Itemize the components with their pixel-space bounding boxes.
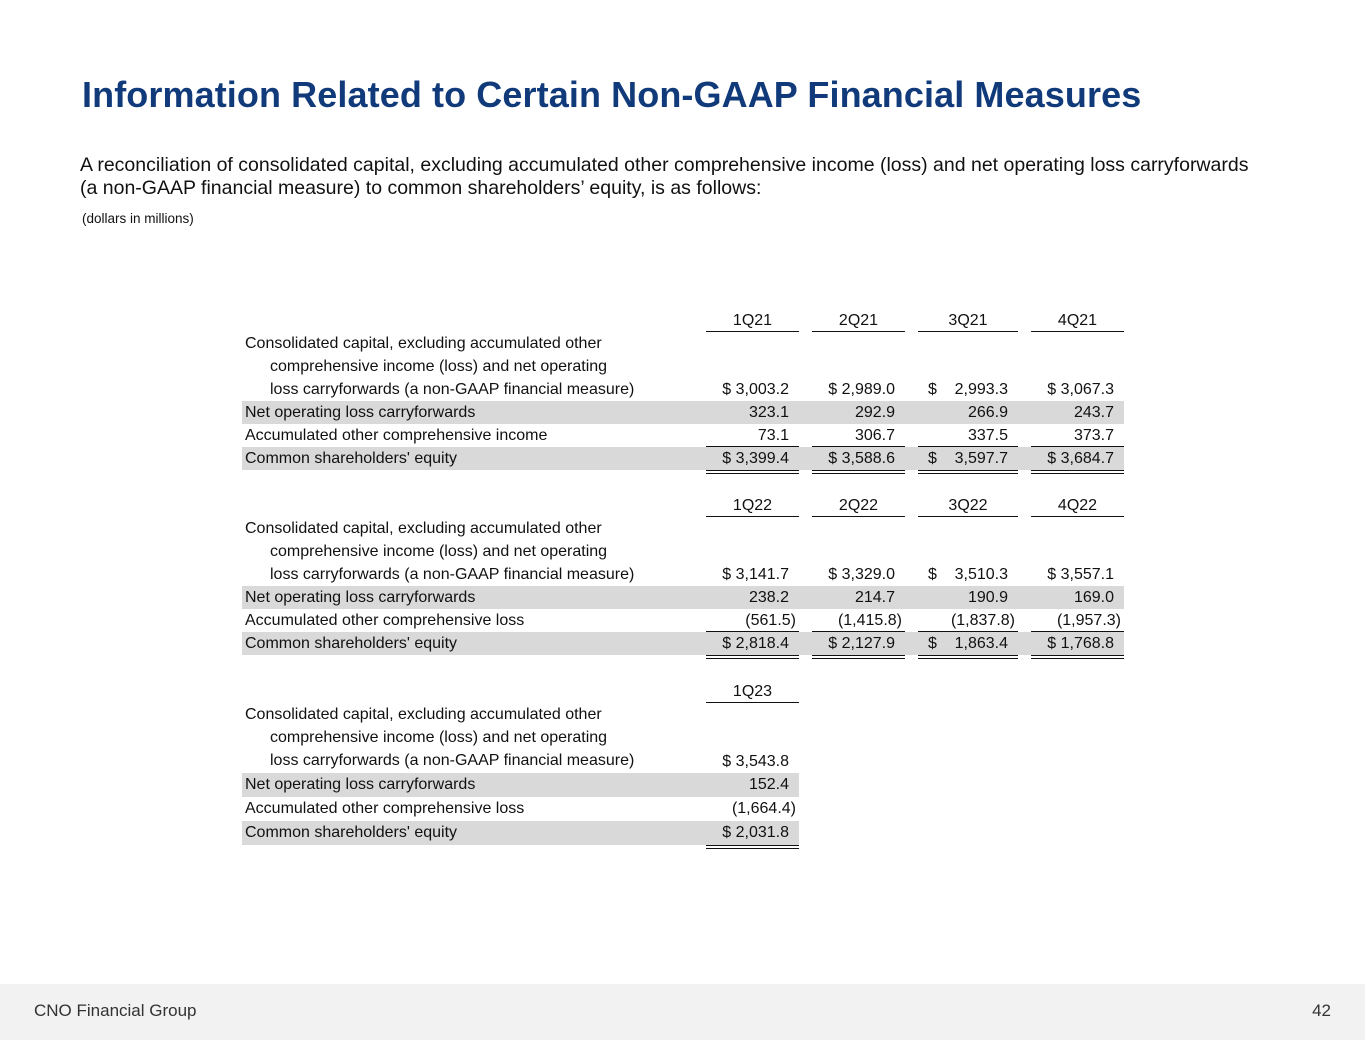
table-row (242, 401, 1124, 424)
row-label: loss carryforwards (a non-GAAP financial measure) (270, 381, 635, 398)
value-cell: (561.5) (706, 609, 799, 632)
table-row (242, 355, 1124, 378)
row-label: Common shareholders' equity (245, 635, 458, 652)
table-row (242, 540, 1124, 563)
value-cell: $ 3,329.0 (828, 566, 895, 583)
table-row (242, 447, 1124, 470)
value-cell: 306.7 (812, 424, 905, 447)
value-cell: (1,837.8) (918, 609, 1018, 632)
table-row (242, 726, 799, 749)
value-cell: 243.7 (1073, 404, 1114, 421)
table-row (242, 517, 1124, 540)
table-row (242, 703, 799, 726)
value-cell: $ 2,127.9 (812, 632, 905, 659)
value-cell: $ 2,818.4 (706, 632, 799, 659)
table-2023 (242, 680, 1142, 848)
row-label: Accumulated other comprehensive loss (245, 800, 525, 817)
value-cell: $ 3,067.3 (1047, 381, 1114, 398)
value-cell: $ 2,989.0 (828, 381, 895, 398)
column-header: 1Q21 (706, 309, 799, 332)
column-header: 2Q22 (812, 494, 905, 517)
row-label: Net operating loss carryforwards (245, 589, 476, 606)
row-label: Common shareholders' equity (245, 824, 458, 841)
value-cell: (1,664.4) (731, 800, 796, 817)
row-label: Consolidated capital, excluding accumulated other (245, 706, 602, 723)
row-label: Consolidated capital, excluding accumulated other (245, 520, 602, 537)
value-cell: 190.9 (967, 589, 1008, 606)
row-label: Accumulated other comprehensive loss (245, 612, 525, 629)
dollar-sign: $ (928, 635, 937, 652)
table-row (242, 749, 799, 773)
page-number: 42 (1312, 1001, 1331, 1020)
table-row (242, 332, 1124, 355)
value-cell: $ 1,863.4 (918, 632, 1018, 659)
row-label: comprehensive income (loss) and net operating (270, 543, 608, 560)
units-note: (dollars in millions) (82, 211, 194, 226)
table-row (242, 424, 1124, 447)
row-label: loss carryforwards (a non-GAAP financial measure) (270, 566, 635, 583)
value-cell: (1,957.3) (1031, 609, 1124, 632)
row-label: comprehensive income (loss) and net operating (270, 358, 608, 375)
value-cell: $ 3,588.6 (812, 447, 905, 474)
table-row (242, 797, 799, 821)
column-header: 3Q22 (918, 494, 1018, 517)
value-cell: 238.2 (748, 589, 789, 606)
table-row (242, 632, 1124, 655)
footer-bar (0, 984, 1365, 1040)
value-cell: (1,415.8) (812, 609, 905, 632)
intro-paragraph: A reconciliation of consolidated capital, excluding accumulated other comprehensive income (loss) and net operating loss carryforwards (a non-GAAP financial measure) to common shareholders’ equity, is as follows: (80, 154, 1249, 199)
row-label: Net operating loss carryforwards (245, 404, 476, 421)
value-cell: $ 3,684.7 (1031, 447, 1124, 474)
dollar-sign: $ (928, 566, 937, 583)
column-header: 4Q22 (1031, 494, 1124, 517)
row-label: comprehensive income (loss) and net operating (270, 729, 608, 746)
table-row (242, 586, 1124, 609)
table-row (242, 563, 1124, 586)
column-header: 4Q21 (1031, 309, 1124, 332)
dollar-sign: $ (928, 381, 937, 398)
row-label: loss carryforwards (a non-GAAP financial measure) (270, 752, 635, 769)
table-2022 (242, 494, 1142, 656)
value-cell: $ 3,543.8 (722, 753, 789, 770)
company-name: CNO Financial Group (34, 1001, 197, 1020)
value-cell: 73.1 (706, 424, 799, 447)
page-title: Information Related to Certain Non-GAAP Financial Measures (82, 74, 1142, 115)
value-cell: 169.0 (1073, 589, 1114, 606)
table-row (242, 378, 1124, 401)
value-cell: $ 2,031.8 (706, 821, 799, 849)
table-row (242, 773, 799, 797)
row-label: Net operating loss carryforwards (245, 776, 476, 793)
column-header: 1Q23 (706, 680, 799, 703)
value-cell: 337.5 (918, 424, 1018, 447)
value-cell: $ 3,597.7 (918, 447, 1018, 474)
value-cell: 373.7 (1031, 424, 1124, 447)
table-2021 (242, 309, 1142, 471)
value-cell: 152.4 (748, 776, 789, 793)
row-label: Consolidated capital, excluding accumulated other (245, 335, 602, 352)
value-cell: 292.9 (854, 404, 895, 421)
value-cell: 323.1 (748, 404, 789, 421)
value-cell: $ 2,993.3 (918, 378, 1008, 401)
value-cell: $ 3,399.4 (706, 447, 799, 474)
value-cell: 214.7 (854, 589, 895, 606)
value-cell: 266.9 (967, 404, 1008, 421)
column-header: 1Q22 (706, 494, 799, 517)
dollar-sign: $ (928, 450, 937, 467)
row-label: Accumulated other comprehensive income (245, 427, 548, 444)
value-cell: $ 3,510.3 (918, 563, 1008, 586)
value-cell: $ 3,557.1 (1047, 566, 1114, 583)
value-cell: $ 3,003.2 (722, 381, 789, 398)
value-cell: $ 3,141.7 (722, 566, 789, 583)
row-label: Common shareholders' equity (245, 450, 458, 467)
column-header: 2Q21 (812, 309, 905, 332)
value-cell: $ 1,768.8 (1031, 632, 1124, 659)
table-row (242, 821, 799, 845)
column-header: 3Q21 (918, 309, 1018, 332)
table-row (242, 609, 1124, 632)
